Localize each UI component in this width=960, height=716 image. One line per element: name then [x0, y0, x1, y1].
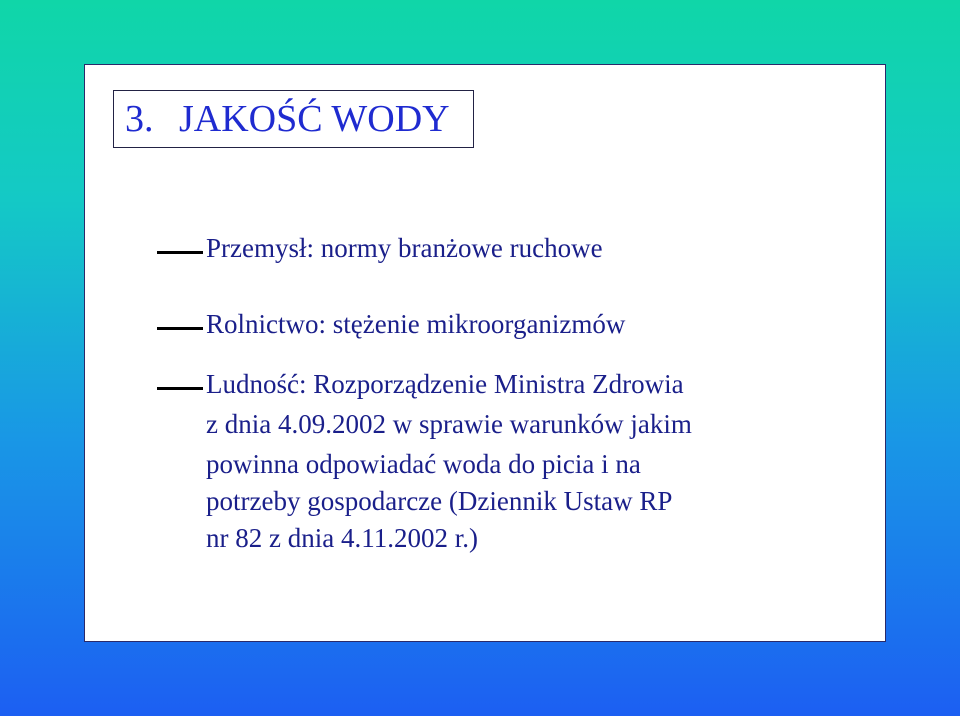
list-item-population-line-4: potrzeby gospodarcze (Dziennik Ustaw RP [206, 486, 673, 516]
title-label: JAKOŚĆ WODY [179, 98, 450, 140]
list-item-population-line-5: nr 82 z dnia 4.11.2002 r.) [206, 523, 478, 553]
slide-title [125, 97, 450, 141]
dash-bullet-icon [157, 387, 203, 390]
list-item-population-line-2: z dnia 4.09.2002 w sprawie warunków jakim [206, 409, 692, 439]
dash-bullet-icon [157, 251, 203, 254]
list-item-agriculture: Rolnictwo: stężenie mikroorganizmów [206, 309, 626, 339]
list-item-industry: Przemysł: normy branżowe ruchowe [206, 233, 603, 263]
title-box [113, 90, 474, 148]
dash-bullet-icon [157, 327, 203, 330]
title-number: 3. [125, 98, 154, 140]
list-item-population-line-1: Ludność: Rozporządzenie Ministra Zdrowia [206, 369, 684, 399]
list-item-population-line-3: powinna odpowiadać woda do picia i na [206, 449, 641, 479]
slide-panel [84, 64, 886, 642]
